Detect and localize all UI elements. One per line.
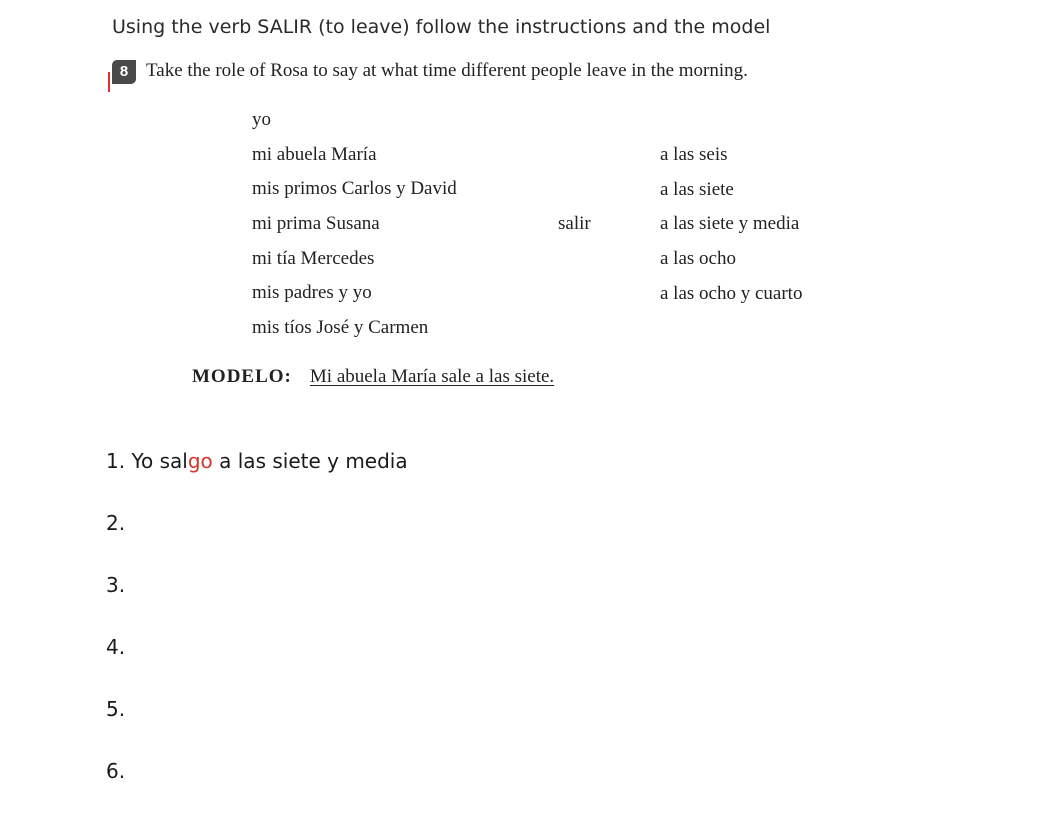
answer-number: 4. <box>106 635 126 659</box>
subject-item: mi tía Mercedes <box>252 247 375 269</box>
answer-number: 1. <box>106 449 126 473</box>
answer-ending-highlight: go <box>187 449 213 473</box>
modelo-sentence: Mi abuela María sale a las siete. <box>309 366 555 387</box>
subject-item: yo <box>252 109 271 130</box>
subject-item: mis tíos José y Carmen <box>252 317 429 339</box>
answer-line-3[interactable] <box>106 570 408 632</box>
time-list <box>660 143 802 316</box>
time-item: a las seis <box>660 144 728 165</box>
modelo-line <box>192 366 554 388</box>
answer-line-5[interactable] <box>106 694 408 756</box>
answer-rest: a las siete y media <box>212 449 408 473</box>
subject-item: mis primos Carlos y David <box>252 178 457 200</box>
subject-item: mi abuela María <box>252 143 377 165</box>
text-cursor-mark <box>108 72 110 92</box>
subject-list <box>252 108 457 351</box>
exercise-image <box>108 58 868 398</box>
modelo-label: MODELO: <box>192 366 292 387</box>
instructions-text: Using the verb SALIR (to leave) follow the instructions and the model <box>112 16 771 38</box>
answer-line-1[interactable] <box>106 446 408 508</box>
answer-line-2[interactable] <box>106 508 408 570</box>
subject-item: mis padres y yo <box>252 282 372 304</box>
exercise-prompt: Take the role of Rosa to say at what time different people leave in the morning. <box>146 60 748 81</box>
answer-number: 6. <box>106 759 126 783</box>
time-item: a las ocho <box>660 248 736 270</box>
answer-line-4[interactable] <box>106 632 408 694</box>
answer-line-6[interactable] <box>106 756 408 818</box>
answer-number: 3. <box>106 573 126 597</box>
answer-number: 2. <box>106 511 126 535</box>
time-item: a las siete y media <box>660 213 800 235</box>
answer-number: 5. <box>106 697 126 721</box>
time-item: a las ocho y cuarto <box>660 282 803 304</box>
answer-list <box>106 446 408 818</box>
exercise-number-badge: 8 <box>112 60 136 84</box>
answer-stem: Yo sal <box>131 449 188 473</box>
time-item: a las siete <box>660 178 734 200</box>
subject-item: mi prima Susana <box>252 213 380 235</box>
verb-label: salir <box>558 213 591 234</box>
